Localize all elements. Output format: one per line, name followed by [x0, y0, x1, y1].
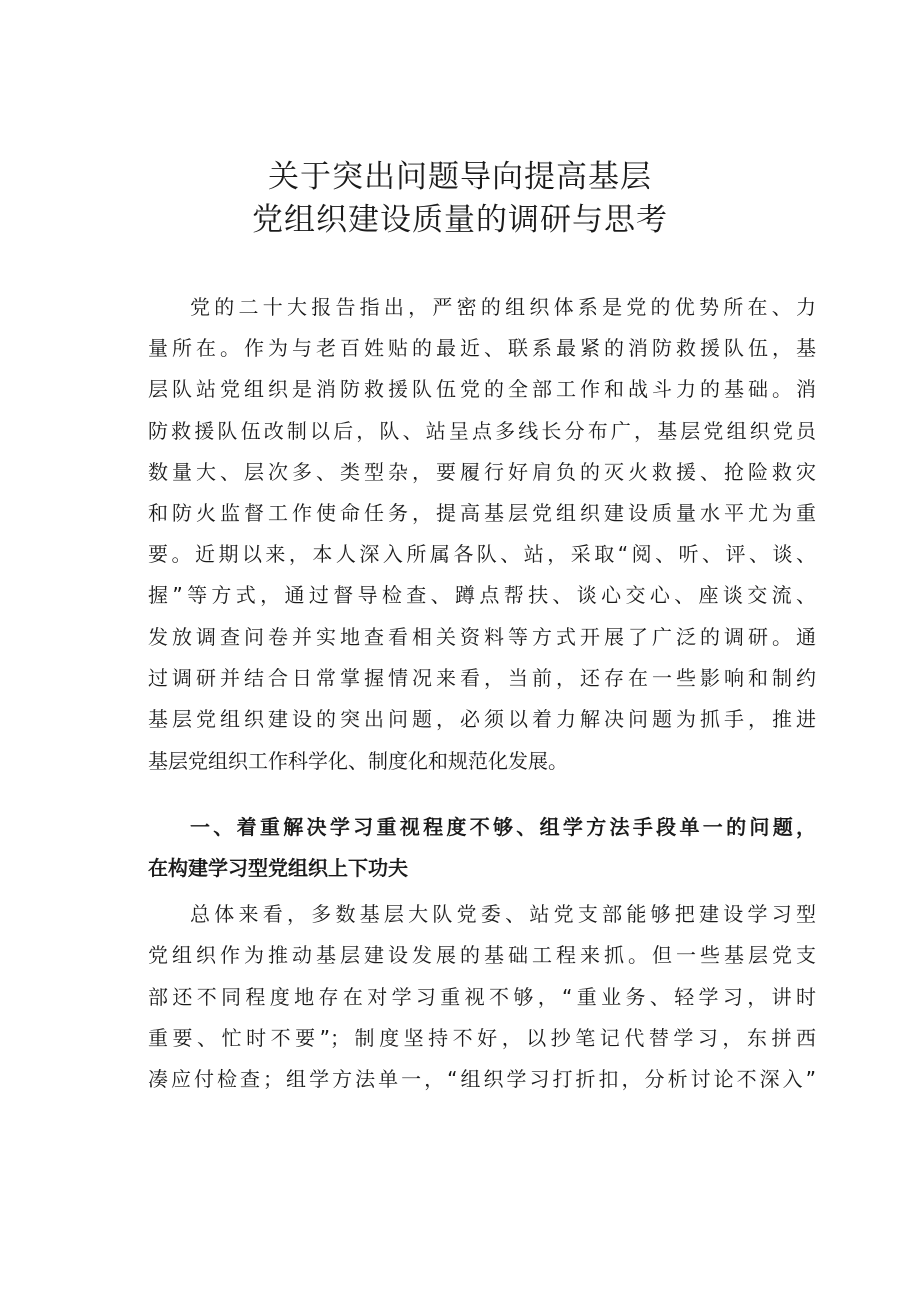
paragraph-2-line: 重要、忙时不要”；制度坚持不好，以抄笔记代替学习，东拼西	[148, 1026, 816, 1050]
paragraph-2-line: 总体来看，多数基层大队党委、站党支部能够把建设学习型	[190, 902, 816, 926]
paragraph-1-line: 防救援队伍改制以后，队、站呈点多线长分布广，基层党组织党员	[148, 419, 816, 443]
paragraph-2-line: 党组织作为推动基层建设发展的基础工程来抓。但一些基层党支	[148, 943, 816, 967]
paragraph-1-line: 层队站党组织是消防救援队伍党的全部工作和战斗力的基础。消	[148, 377, 816, 401]
document-title-line-1: 关于突出问题导向提高基层	[268, 159, 652, 195]
section-heading-line: 一、着重解决学习重视程度不够、组学方法手段单一的问题，	[190, 815, 816, 839]
paragraph-1-line: 数量大、层次多、类型杂，要履行好肩负的灭火救援、抢险救灾	[148, 460, 816, 484]
paragraph-1-line: 和防火监督工作使命任务，提高基层党组织建设质量水平尤为重	[148, 501, 816, 525]
section-heading-line: 在构建学习型党组织上下功夫	[148, 856, 408, 880]
paragraph-1-line: 党的二十大报告指出，严密的组织体系是党的优势所在、力	[190, 295, 816, 319]
paragraph-1-line: 发放调查问卷并实地查看相关资料等方式开展了广泛的调研。通	[148, 625, 816, 649]
paragraph-2-line: 凑应付检查；组学方法单一，“组织学习打折扣，分析讨论不深入”	[148, 1067, 816, 1091]
paragraph-1-line: 过调研并结合日常掌握情况来看，当前，还存在一些影响和制约	[148, 666, 816, 690]
document-title-line-2: 党组织建设质量的调研与思考	[252, 202, 668, 238]
paragraph-1-line: 握”等方式，通过督导检查、蹲点帮扶、谈心交心、座谈交流、	[148, 583, 816, 607]
paragraph-1-line: 基层党组织建设的突出问题，必须以着力解决问题为抓手，推进	[148, 707, 816, 731]
paragraph-1-line: 量所在。作为与老百姓贴的最近、联系最紧的消防救援队伍，基	[148, 336, 816, 360]
paragraph-1-line: 基层党组织工作科学化、制度化和规范化发展。	[148, 749, 568, 773]
paragraph-1-line: 要。近期以来，本人深入所属各队、站，采取“阅、听、评、谈、	[148, 542, 816, 566]
paragraph-2-line: 部还不同程度地存在对学习重视不够，“重业务、轻学习，讲时	[148, 985, 816, 1009]
